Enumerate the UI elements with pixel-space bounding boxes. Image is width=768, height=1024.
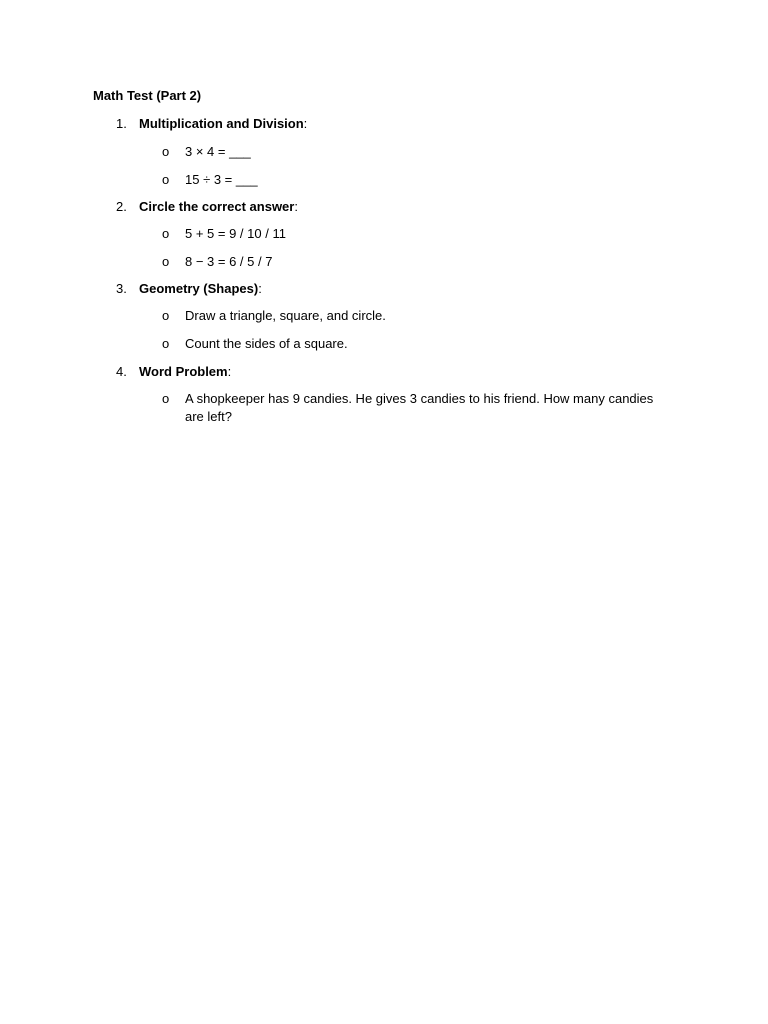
list-item: 5 + 5 = 9 / 10 / 11 bbox=[185, 226, 286, 241]
question-number: 2. bbox=[116, 199, 127, 214]
list-item: 8 − 3 = 6 / 5 / 7 bbox=[185, 254, 273, 269]
bullet-marker: o bbox=[162, 336, 170, 351]
bullet-marker: o bbox=[162, 391, 170, 406]
list-item: 3 × 4 = ___ bbox=[185, 144, 251, 159]
question-heading-label: Word Problem bbox=[139, 364, 228, 379]
list-item: A shopkeeper has 9 candies. He gives 3 candies to his friend. How many candies are left? bbox=[185, 391, 654, 424]
question-heading-label: Circle the correct answer bbox=[139, 199, 295, 214]
bullet-marker: o bbox=[162, 308, 170, 323]
question-heading bbox=[139, 281, 262, 296]
question-heading bbox=[139, 364, 231, 379]
question-heading-label: Multiplication and Division bbox=[139, 116, 304, 131]
question-number: 1. bbox=[116, 116, 127, 131]
bullet-marker: o bbox=[162, 254, 170, 269]
question-number: 3. bbox=[116, 281, 127, 296]
question-heading-suffix: : bbox=[294, 199, 298, 214]
question-heading-suffix: : bbox=[227, 364, 232, 379]
question-heading-suffix: : bbox=[258, 281, 262, 296]
question-heading bbox=[139, 116, 307, 131]
question-heading bbox=[139, 199, 298, 214]
list-item: Draw a triangle, square, and circle. bbox=[185, 308, 386, 323]
bullet-marker: o bbox=[162, 144, 170, 159]
list-item: Count the sides of a square. bbox=[185, 336, 348, 351]
question-number: 4. bbox=[116, 364, 127, 379]
document-title: Math Test (Part 2) bbox=[93, 88, 202, 103]
bullet-marker: o bbox=[162, 226, 170, 241]
bullet-marker: o bbox=[162, 172, 170, 187]
question-heading-label: Geometry (Shapes) bbox=[139, 281, 259, 296]
question-heading-suffix: : bbox=[303, 116, 308, 131]
list-item: 15 ÷ 3 = ___ bbox=[185, 172, 258, 187]
